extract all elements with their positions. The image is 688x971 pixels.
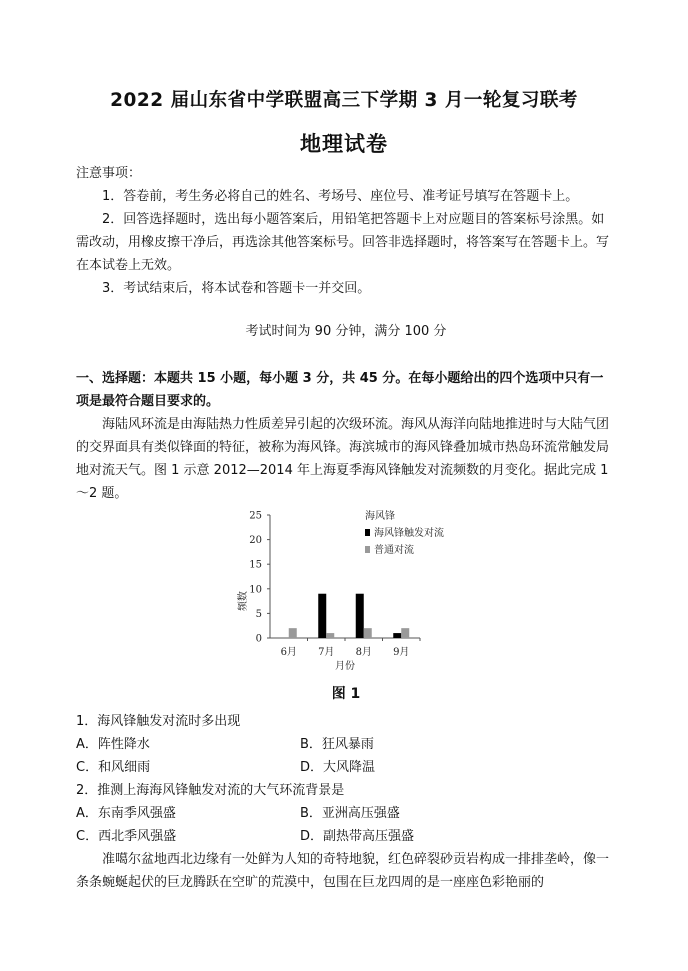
y-tick-label: 10 bbox=[249, 584, 262, 596]
y-tick-label: 0 bbox=[255, 633, 262, 645]
q1-option-a: A．阵性降水 bbox=[76, 737, 150, 752]
notice-item-3: 3．考试结束后，将本试卷和答题卡一并交回。 bbox=[102, 281, 371, 296]
notice-item-1: 1．答卷前，考生务必将自己的姓名、考场号、座位号、准考证号填写在答题卡上。 bbox=[102, 189, 579, 204]
y-tick-label: 15 bbox=[249, 559, 262, 571]
q2-option-d: D．副热带高压强盛 bbox=[300, 829, 415, 844]
x-tick-label: 7月 bbox=[318, 647, 335, 658]
exam-subject-title: 地理试卷 bbox=[300, 132, 388, 156]
y-tick-label: 5 bbox=[255, 608, 262, 620]
x-tick-label: 9月 bbox=[393, 647, 410, 658]
q2-option-a: A．东南季风强盛 bbox=[76, 806, 176, 821]
legend-label: 海风锋触发对流 bbox=[374, 528, 444, 539]
bar-sea-breeze-front bbox=[393, 633, 401, 638]
legend-label: 普通对流 bbox=[374, 545, 414, 556]
sea-breeze-chart bbox=[230, 503, 480, 673]
figure-caption: 图 1 bbox=[331, 686, 361, 702]
passage-sea-breeze: 海陆风环流是由海陆热力性质差异引起的次级环流。海风从海洋向陆地推进时与大陆气团的交界面具有类似锋面的特征，被称为海风锋。海滨城市的海风锋叠加城市热岛环流常触发局地对流天气。图 1 示意 2012—2014 年上海夏季海风锋触发对流频数的月变化。据此完成 1～2 题。 bbox=[76, 417, 610, 501]
question-1-stem: 1．海风锋触发对流时多出现 bbox=[76, 714, 241, 729]
q1-option-c: C．和风细雨 bbox=[76, 760, 151, 775]
x-tick-label: 8月 bbox=[355, 647, 372, 658]
legend-swatch bbox=[365, 529, 370, 536]
legend-title: 海风锋 bbox=[365, 511, 395, 522]
notice-item-2: 2．回答选择题时，选出每小题答案后，用铅笔把答题卡上对应题目的答案标号涂黑。如需改动，用橡皮擦干净后，再选涂其他答案标号。回答非选择题时，将答案写在答题卡上。写在本试卷上无效。 bbox=[76, 212, 610, 273]
bar-ordinary-convection bbox=[326, 633, 334, 638]
q2-option-b: B．亚洲高压强盛 bbox=[300, 806, 400, 821]
bar-ordinary-convection bbox=[289, 628, 297, 638]
passage-junggar: 准噶尔盆地西北边缘有一处鲜为人知的奇特地貌，红色碎裂砂贡岩构成一排排垄岭，像一条条蜿蜒起伏的巨龙腾跃在空旷的荒漠中，包围在巨龙四周的是一座座色彩艳丽的 bbox=[76, 852, 610, 890]
question-2-stem: 2．推测上海海风锋触发对流的大气环流背景是 bbox=[76, 783, 345, 798]
legend-swatch bbox=[365, 546, 370, 553]
bar-sea-breeze-front bbox=[356, 594, 364, 638]
exam-time-info: 考试时间为 90 分钟，满分 100 分 bbox=[245, 324, 447, 339]
y-tick-label: 20 bbox=[249, 535, 262, 547]
bar-ordinary-convection bbox=[401, 628, 409, 638]
y-axis-label: 频数 bbox=[238, 591, 249, 612]
q2-option-c: C．西北季风强盛 bbox=[76, 829, 177, 844]
exam-title: 2022 届山东省中学联盟高三下学期 3 月一轮复习联考 bbox=[110, 90, 578, 111]
notice-heading: 注意事项： bbox=[76, 166, 142, 181]
q1-option-d: D．大风降温 bbox=[300, 760, 376, 775]
x-axis-label: 月份 bbox=[335, 661, 355, 672]
section-heading: 一、选择题：本题共 15 小题，每小题 3 分，共 45 分。在每小题给出的四个选项中只有一项是最符合题目要求的。 bbox=[76, 371, 604, 409]
bar-ordinary-convection bbox=[364, 628, 372, 638]
x-tick-label: 6月 bbox=[280, 647, 297, 658]
q1-option-b: B．狂风暴雨 bbox=[300, 737, 374, 752]
bar-sea-breeze-front bbox=[318, 594, 326, 638]
y-tick-label: 25 bbox=[249, 510, 262, 522]
